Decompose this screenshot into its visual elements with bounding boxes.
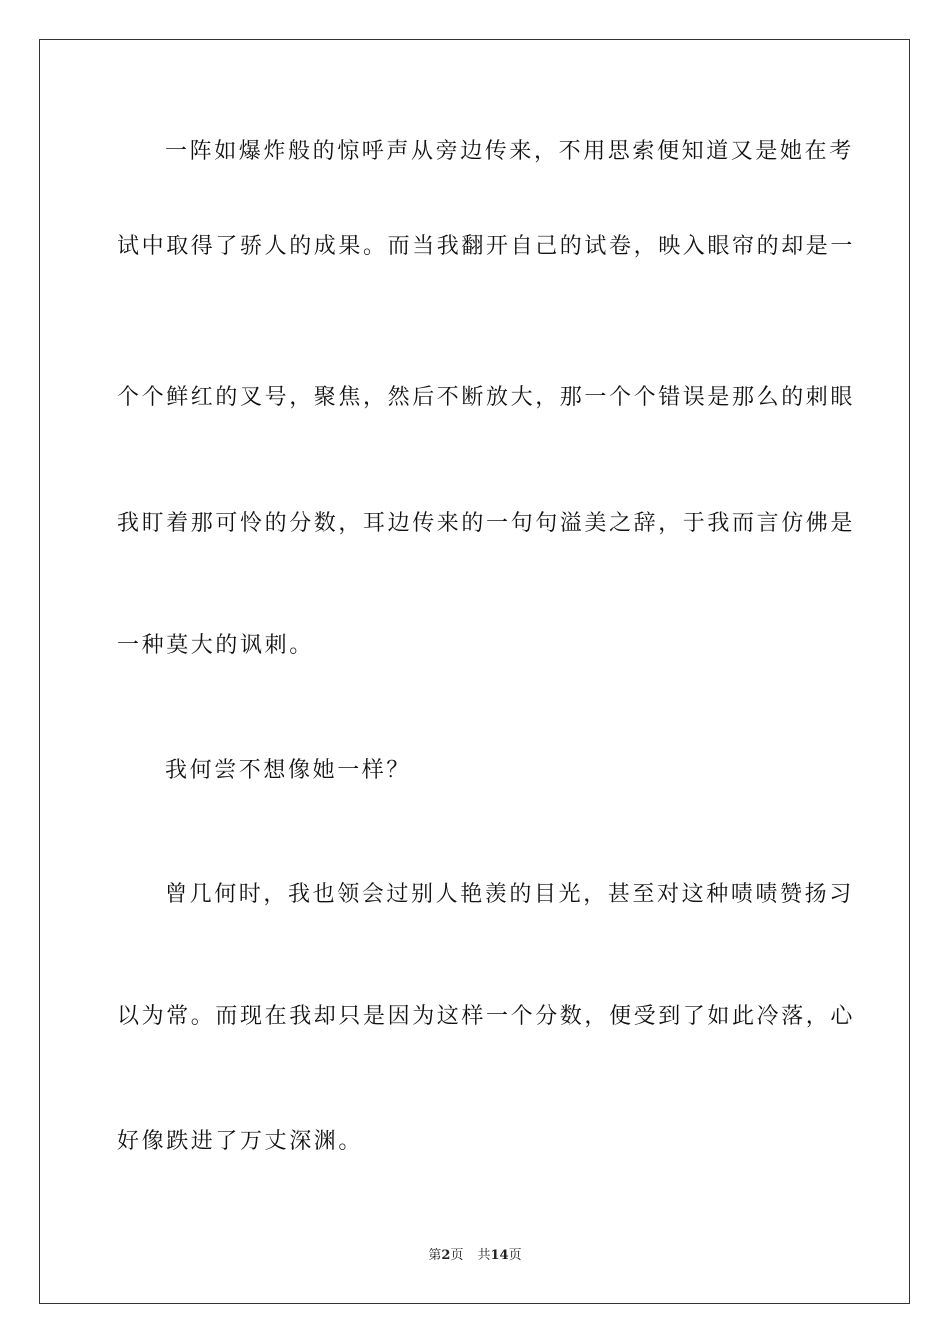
text-line: 我盯着那可怜的分数，耳边传来的一句句溢美之辞，于我而言仿佛是 bbox=[117, 511, 856, 536]
footer-page-suffix: 页 bbox=[450, 1248, 464, 1263]
footer-total-pages: 14 bbox=[490, 1248, 509, 1263]
text-line: 我何尝不想像她一样？ bbox=[165, 758, 412, 783]
text-line: 以为常。而现在我却只是因为这样一个分数，便受到了如此冷落，心 bbox=[117, 1004, 856, 1029]
footer-page-number: 2 bbox=[441, 1248, 451, 1263]
text-line: 一种莫大的讽刺。 bbox=[117, 633, 314, 658]
footer-total-prefix: 共 bbox=[477, 1248, 491, 1263]
page-footer bbox=[0, 1248, 950, 1264]
footer-page-prefix: 第 bbox=[428, 1248, 442, 1263]
text-line: 好像跌进了万丈深渊。 bbox=[117, 1129, 364, 1154]
text-line: 曾几何时，我也领会过别人艳羡的目光，甚至对这种啧啧赞扬习 bbox=[165, 882, 854, 907]
page-border bbox=[39, 39, 910, 1304]
footer-total-suffix: 页 bbox=[508, 1248, 522, 1263]
text-line: 一阵如爆炸般的惊呼声从旁边传来，不用思索便知道又是她在考 bbox=[165, 139, 854, 164]
text-line: 试中取得了骄人的成果。而当我翻开自己的试卷，映入眼帘的却是一 bbox=[117, 234, 856, 259]
text-line: 个个鲜红的叉号，聚焦，然后不断放大，那一个个错误是那么的刺眼 bbox=[117, 385, 856, 410]
